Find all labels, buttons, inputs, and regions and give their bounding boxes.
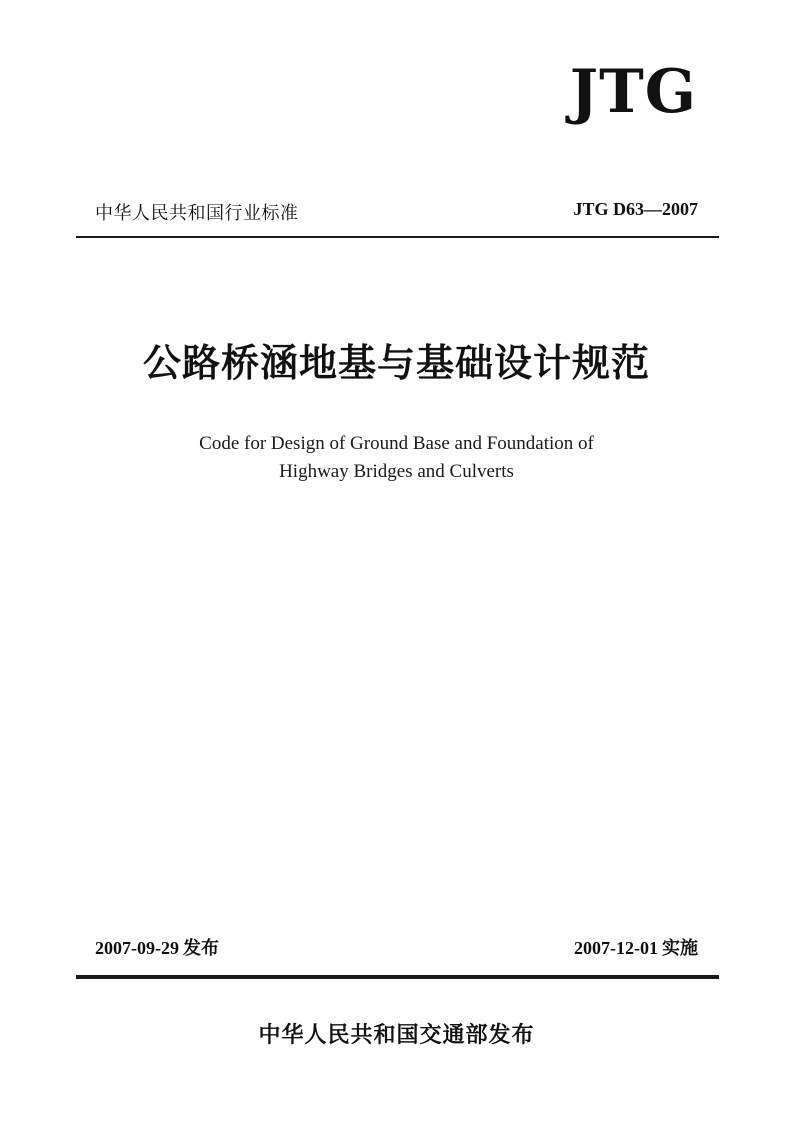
- effective-label: 实施: [662, 938, 698, 959]
- effective-date: 2007-12-01: [574, 938, 658, 958]
- issue-date: 2007-09-29: [95, 938, 179, 958]
- industry-standard-label: 中华人民共和国行业标准: [95, 203, 299, 224]
- issue-date-block: [95, 934, 219, 960]
- document-title-en: [0, 430, 793, 486]
- header-divider: [76, 236, 719, 238]
- document-title-zh: 公路桥涵地基与基础设计规范: [142, 341, 650, 385]
- issue-label: 发布: [183, 938, 219, 959]
- footer-divider: [76, 975, 719, 979]
- title-en-line-2: Highway Bridges and Culverts: [279, 461, 514, 482]
- standard-code: JTG D63—2007: [573, 199, 698, 219]
- effective-date-block: [574, 934, 698, 960]
- title-en-line-1: Code for Design of Ground Base and Foundation of: [199, 433, 594, 454]
- publisher: 中华人民共和国交通部发布: [258, 1023, 535, 1048]
- jtg-logo: JTG: [569, 57, 697, 127]
